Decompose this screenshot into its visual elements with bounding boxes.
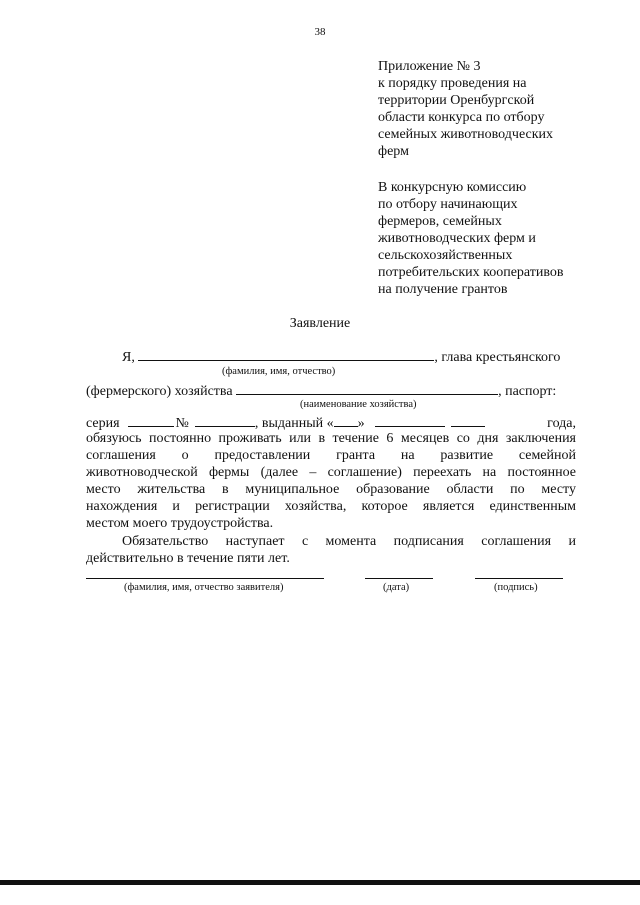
farm-name-hint: (наименование хозяйства)	[300, 399, 417, 410]
appendix-line: ферм	[378, 144, 409, 159]
appendix-line: семейных животноводческих	[378, 127, 554, 142]
applicant-line	[122, 347, 560, 366]
paragraph-line: соглашения о предоставлении гранта на развитие семейной	[86, 448, 576, 463]
issue-year-field[interactable]	[451, 413, 485, 427]
paragraph-line: место жительства в муниципальное образование области по месту	[86, 482, 576, 497]
obligation-line: Обязательство наступает с момента подписания соглашения и	[122, 534, 576, 549]
addressee-line: сельскохозяйственных	[378, 248, 513, 263]
issued-label: , выданный «	[254, 416, 334, 431]
farm-name-field[interactable]	[236, 381, 498, 395]
passport-label: , паспорт:	[498, 384, 557, 399]
passport-series-field[interactable]	[128, 413, 174, 427]
addressee-line: В конкурсную комиссию	[378, 180, 527, 195]
paragraph-line: местом моего трудоустройства.	[86, 516, 274, 531]
appendix-line: области конкурса по отбору	[378, 110, 545, 125]
page-number: 38	[314, 26, 326, 38]
fio-hint: (фамилия, имя, отчество)	[222, 366, 336, 377]
head-of-label: , глава крестьянского	[434, 350, 561, 365]
addressee-line: животноводческих ферм и	[378, 231, 536, 246]
issue-month-field[interactable]	[375, 413, 445, 427]
addressee-line: потребительских кооперативов	[378, 265, 564, 280]
paragraph-line: обязуюсь постоянно проживать или в течение 6 месяцев со дня заключения	[86, 431, 576, 446]
issue-day-field[interactable]	[334, 413, 358, 427]
signature-date-label: (дата)	[383, 582, 410, 593]
seriya-label: серия	[86, 416, 120, 431]
paragraph-line: нахождения и регистрации хозяйства, которое является единственным	[86, 499, 576, 514]
signature-fio-label: (фамилия, имя, отчество заявителя)	[124, 582, 284, 593]
document-title: Заявление	[289, 316, 351, 331]
addressee-line: на получение грантов	[378, 282, 508, 297]
signature-date-line[interactable]	[365, 578, 433, 579]
farm-line	[86, 381, 556, 400]
year-label: года,	[547, 416, 576, 431]
addressee-line: фермеров, семейных	[378, 214, 502, 229]
close-quote: »	[357, 416, 365, 431]
signature-sign-label: (подпись)	[494, 582, 538, 593]
appendix-line: Приложение № 3	[378, 59, 481, 74]
passport-number-field[interactable]	[195, 413, 255, 427]
appendix-line: территории Оренбургской	[378, 93, 535, 108]
scan-bottom-border	[0, 880, 640, 885]
farm-label: (фермерского) хозяйства	[86, 384, 233, 399]
signature-sign-line[interactable]	[475, 578, 563, 579]
signature-fio-line[interactable]	[86, 578, 324, 579]
fio-field[interactable]	[138, 347, 434, 361]
ya-label: Я,	[122, 350, 135, 365]
number-sign: №	[175, 416, 189, 431]
appendix-line: к порядку проведения на	[378, 76, 527, 91]
obligation-line: действительно в течение пяти лет.	[86, 551, 290, 566]
addressee-line: по отбору начинающих	[378, 197, 518, 212]
paragraph-line: животноводческой фермы (далее – соглашение) переехать на постоянное	[86, 465, 576, 480]
